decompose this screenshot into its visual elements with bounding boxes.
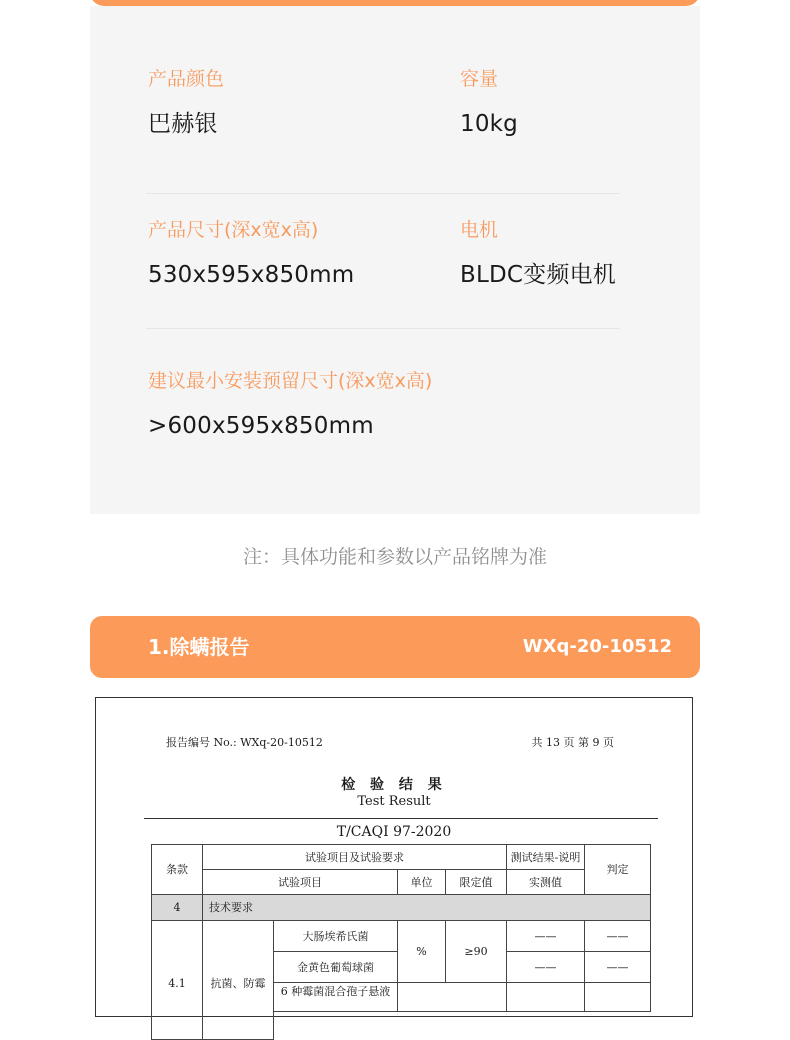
th-unit: 单位 <box>397 869 446 895</box>
th-judgement: 判定 <box>584 844 651 895</box>
divider <box>146 328 620 329</box>
divider <box>146 193 620 194</box>
section-no: 4 <box>151 894 203 921</box>
judge-cell <box>584 982 651 1012</box>
spec-size-label: 产品尺寸(深x宽x高) <box>148 219 319 241</box>
category-cell: 抗菌、防霉 <box>202 920 274 1040</box>
measured-cell: —— <box>506 920 585 952</box>
report-title: 1.除螨报告 <box>148 635 250 659</box>
spec-color-value: 巴赫银 <box>148 111 218 137</box>
th-items-req: 试验项目及试验要求 <box>202 844 507 870</box>
spec-capacity-value: 10kg <box>460 111 518 137</box>
spec-install-value: >600x595x850mm <box>148 413 374 439</box>
spec-size <box>148 219 354 289</box>
report-number: WXq-20-10512 <box>522 636 672 657</box>
doc-page-count: 共 13 页 第 9 页 <box>531 736 614 749</box>
spec-motor <box>460 219 616 289</box>
table-row-item: 6 种霉菌混合孢子悬液 <box>273 982 398 1012</box>
spec-install <box>148 370 432 440</box>
table-row-item: 金黄色葡萄球菌 <box>273 951 398 983</box>
th-measured: 实测值 <box>506 869 585 895</box>
th-results: 测试结果-说明 <box>506 844 585 870</box>
spec-card <box>90 6 700 514</box>
judge-cell: —— <box>584 951 651 983</box>
limit-cell: ≥90 <box>445 920 507 983</box>
th-limit: 限定值 <box>445 869 507 895</box>
section-name: 技术要求 <box>202 894 651 921</box>
spec-capacity-label: 容量 <box>460 68 499 90</box>
spec-capacity <box>460 68 518 138</box>
unit-limit-cell <box>397 982 507 1012</box>
footnote: 注：具体功能和参数以产品铭牌为准 <box>242 546 547 568</box>
clause-cell: 4.1 <box>151 920 203 1040</box>
th-item: 试验项目 <box>202 869 398 895</box>
measured-cell <box>506 982 585 1012</box>
unit-cell: % <box>397 920 446 983</box>
judge-cell: —— <box>584 920 651 952</box>
spec-motor-value: BLDC变频电机 <box>460 262 616 288</box>
doc-rule <box>144 818 658 819</box>
table-row-item: 大肠埃希氏菌 <box>273 920 398 952</box>
doc-report-no: 报告编号 No.: WXq-20-10512 <box>166 736 323 749</box>
report-header <box>90 616 700 678</box>
spec-install-label: 建议最小安装预留尺寸(深x宽x高) <box>148 370 433 392</box>
doc-subtitle: Test Result <box>357 794 431 809</box>
doc-title: 检 验 结 果 <box>341 777 447 793</box>
spec-motor-label: 电机 <box>460 219 499 241</box>
spec-size-value: 530x595x850mm <box>148 262 355 288</box>
measured-cell: —— <box>506 951 585 983</box>
test-report-document <box>95 697 693 1017</box>
th-clause: 条款 <box>151 844 203 895</box>
spec-color-label: 产品颜色 <box>148 68 225 90</box>
doc-standard: T/CAQI 97-2020 <box>336 824 452 840</box>
spec-color <box>148 68 224 138</box>
